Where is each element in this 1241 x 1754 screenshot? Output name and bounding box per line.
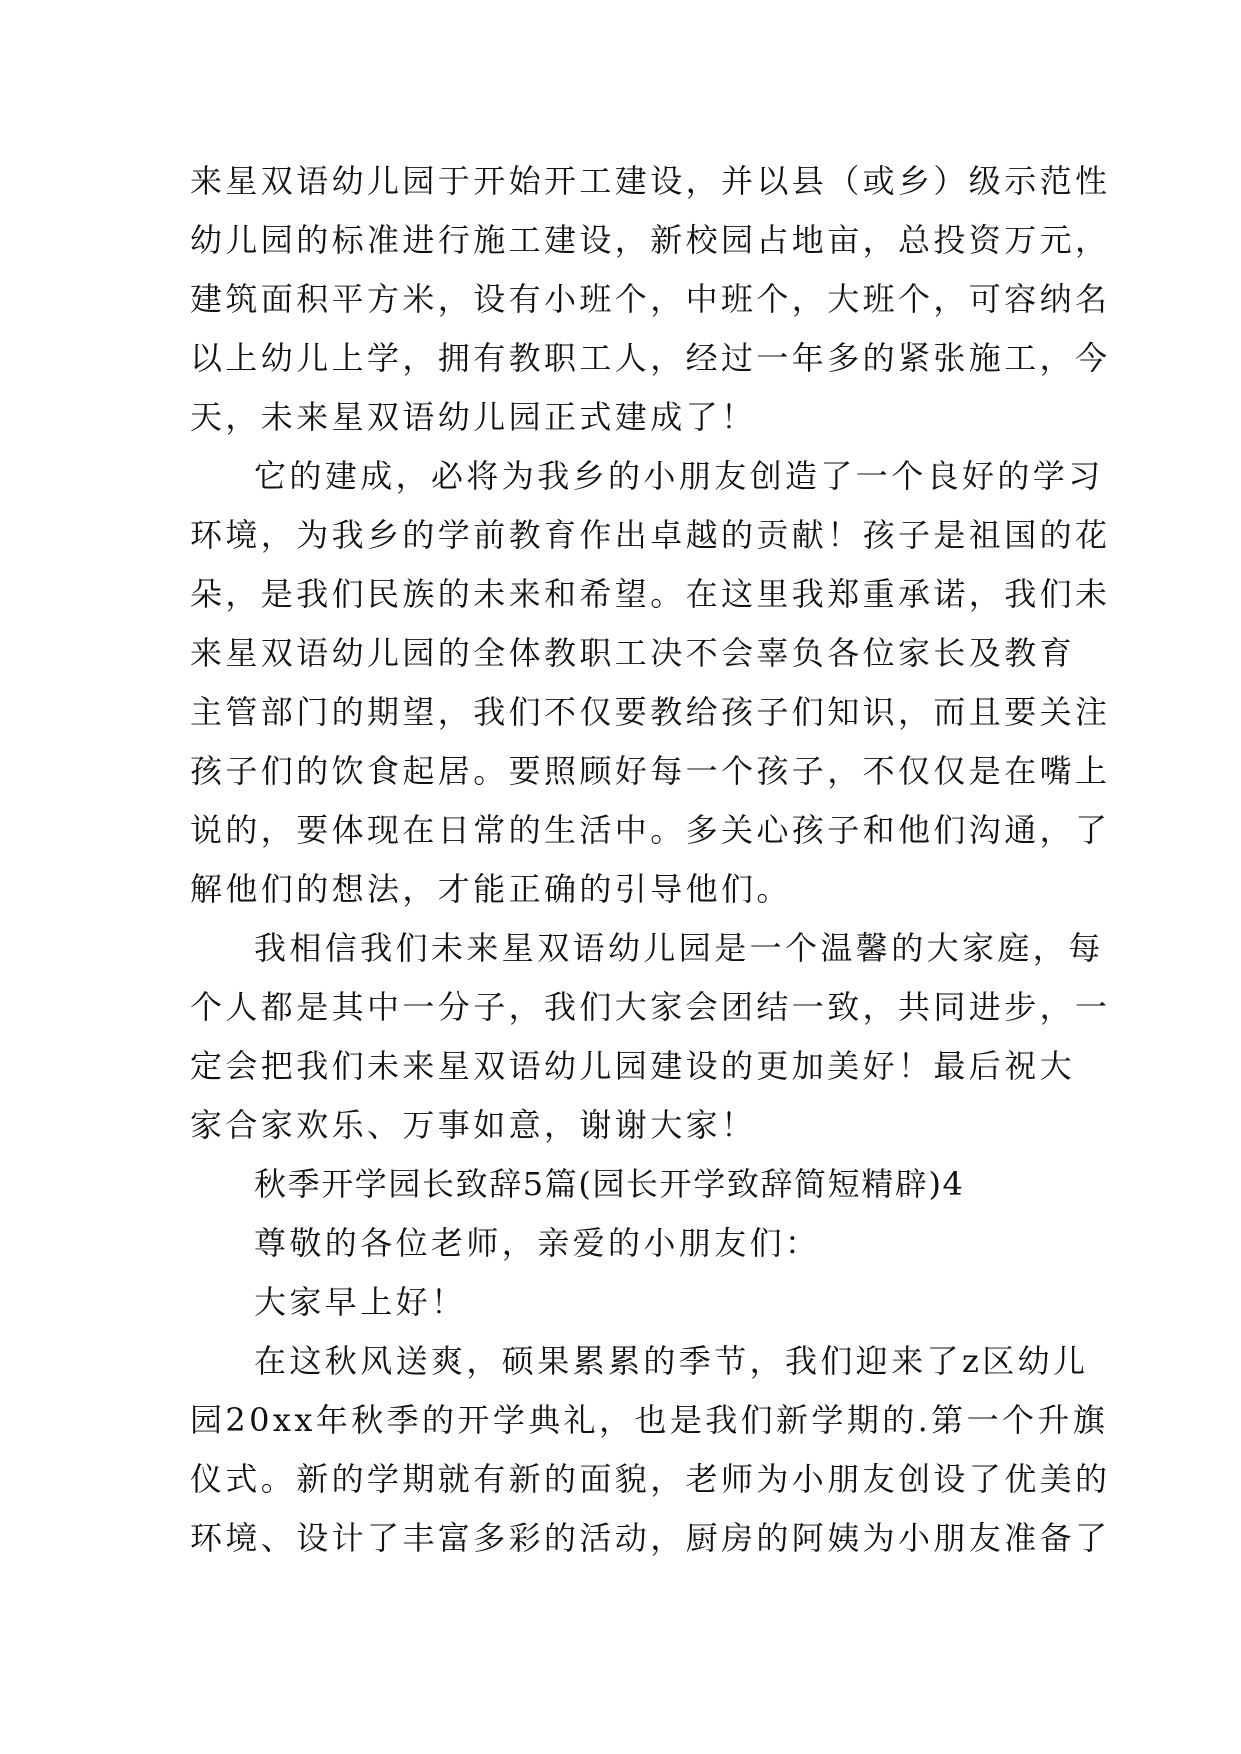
paragraph-line: 环境、设计了丰富多彩的活动，厨房的阿姨为小朋友准备了: [190, 1519, 1111, 1557]
paragraph-line: 主管部门的期望，我们不仅要教给孩子们知识，而且要关注: [190, 693, 1111, 731]
paragraph-line: 说的，要体现在日常的生活中。多关心孩子和他们沟通，了: [190, 811, 1111, 849]
paragraph-line: 孩子们的饮食起居。要照顾好每一个孩子，不仅仅是在嘴上: [190, 752, 1111, 790]
paragraph-line: 我相信我们未来星双语幼儿园是一个温馨的大家庭，每: [254, 929, 1104, 967]
paragraph-line: 天，未来星双语幼儿园正式建成了！: [190, 398, 757, 436]
document-body: [190, 152, 1111, 1568]
paragraph-line: 建筑面积平方米，设有小班个，中班个，大班个，可容纳名: [190, 280, 1111, 318]
paragraph-line: 仪式。新的学期就有新的面貌，老师为小朋友创设了优美的: [190, 1460, 1111, 1498]
paragraph-line: 来星双语幼儿园于开始开工建设，并以县（或乡）级示范性: [190, 162, 1111, 200]
paragraph-line: 朵，是我们民族的未来和希望。在这里我郑重承诺，我们未: [190, 575, 1111, 613]
paragraph-line: 来星双语幼儿园的全体教职工决不会辜负各位家长及教育: [190, 634, 1076, 672]
paragraph-line: 解他们的想法，才能正确的引导他们。: [190, 870, 792, 908]
paragraph-line: 环境，为我乡的学前教育作出卓越的贡献！孩子是祖国的花: [190, 516, 1111, 554]
paragraph-line: 家合家欢乐、万事如意，谢谢大家！: [190, 1106, 757, 1144]
paragraph-line: 个人都是其中一分子，我们大家会团结一致，共同进步，一: [190, 988, 1111, 1026]
section-heading: 秋季开学园长致辞5篇(园长开学致辞简短精辟)4: [254, 1165, 965, 1203]
paragraph-line: 它的建成，必将为我乡的小朋友创造了一个良好的学习: [254, 457, 1104, 495]
salutation: 尊敬的各位老师，亲爱的小朋友们：: [254, 1224, 821, 1262]
paragraph-line: 在这秋风送爽，硕果累累的季节，我们迎来了z区幼儿: [254, 1342, 1089, 1380]
paragraph-line: 幼儿园的标准进行施工建设，新校园占地亩，总投资万元，: [190, 221, 1111, 259]
greeting: 大家早上好！: [254, 1283, 467, 1321]
paragraph-line: 园20xx年秋季的开学典礼，也是我们新学期的.第一个升旗: [190, 1401, 1109, 1439]
paragraph-line: 定会把我们未来星双语幼儿园建设的更加美好！最后祝大: [190, 1047, 1076, 1085]
paragraph-line: 以上幼儿上学，拥有教职工人，经过一年多的紧张施工，今: [190, 339, 1111, 377]
